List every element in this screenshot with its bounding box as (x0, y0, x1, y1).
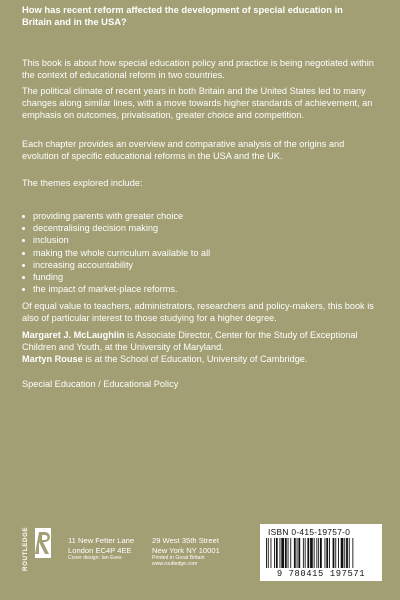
barcode-bar (271, 538, 272, 568)
author-bio-2 (22, 354, 374, 366)
barcode-bar (280, 538, 281, 568)
barcode-bar (325, 538, 326, 568)
list-item: funding (22, 271, 362, 283)
barcode-bar (303, 538, 304, 568)
barcode-bar (344, 538, 345, 568)
barcode (260, 524, 382, 581)
barcode-bar (268, 538, 269, 568)
us-address (152, 536, 220, 568)
logo-text: ROUTLEDGE (22, 526, 29, 571)
barcode-bar (290, 538, 291, 568)
website: www.routledge.com (152, 561, 198, 568)
author-bio-text: is at the School of Education, University of Cambridge. (82, 354, 308, 364)
barcode-bar (281, 538, 284, 568)
barcode-bar (274, 538, 275, 568)
category-label: Special Education / Educational Policy (22, 379, 179, 389)
barcode-bar (316, 538, 317, 568)
themes-list (22, 210, 362, 295)
barcode-bar (346, 538, 348, 568)
cover-design-credit: Cover design: Ian Eves (68, 555, 122, 562)
barcode-bar (320, 538, 322, 568)
barcode-bar (294, 538, 296, 568)
barcode-bar (318, 538, 319, 568)
barcode-bar (288, 538, 289, 568)
author-bio-1 (22, 330, 374, 354)
barcode-bar (335, 538, 336, 568)
us-address-line: New York NY 10001 (152, 545, 220, 555)
list-item: inclusion (22, 234, 362, 246)
list-item: the impact of market-place reforms. (22, 283, 362, 295)
barcode-bar (266, 538, 267, 568)
routledge-logo-mark (22, 525, 56, 575)
barcode-bar (285, 538, 287, 568)
barcode-bar (307, 538, 309, 568)
list-item: providing parents with greater choice (22, 210, 362, 222)
barcode-bar (298, 538, 300, 568)
author-name: Martyn Rouse (22, 354, 83, 364)
audience-paragraph: Of equal value to teachers, administrators, researchers and policy-makers, this book is also of particular interest to those studying for a higher degree. (22, 301, 374, 323)
themes-intro: The themes explored include: (22, 178, 143, 188)
barcode-bar (314, 538, 315, 568)
barcode-bar (326, 538, 328, 568)
barcode-bar (329, 538, 330, 568)
barcode-bar (352, 538, 353, 568)
barcode-bar (333, 538, 335, 568)
intro-paragraph: This book is about how special education policy and practice is being negotiated within the context of educational reform in two countries. (22, 58, 374, 80)
us-address-line: 29 West 35th Street (152, 536, 219, 545)
barcode-bar (341, 538, 344, 568)
barcode-bars (264, 538, 378, 570)
barcode-bar (310, 538, 313, 568)
routledge-logo (22, 525, 56, 575)
barcode-bar (349, 538, 350, 568)
barcode-bar (338, 538, 339, 568)
list-item: making the whole curriculum available to all (22, 247, 362, 259)
climate-paragraph: The political climate of recent years in both Britain and the United States led to many changes along similar lines, with a move towards higher standards of achievement, an emphasis on outcomes, privatisation, greater choice and competition. (22, 86, 373, 120)
uk-address (68, 536, 134, 562)
uk-address-line: London EC4P 4EE (68, 545, 132, 555)
chapter-paragraph: Each chapter provides an overview and comparative analysis of the origins and evolution of specific educational reforms in the USA and the UK. (22, 139, 345, 161)
barcode-bar (297, 538, 298, 568)
barcode-digits: 9 780415 197571 (276, 569, 366, 579)
author-bio-text: is Associate Director, Center for the Study of Exceptional Children and Youth, at the University of Maryland. (22, 330, 358, 352)
barcode-bar (276, 538, 278, 568)
uk-address-line: 11 New Fetter Lane (68, 536, 135, 545)
list-item: decentralising decision making (22, 222, 362, 234)
barcode-bar (305, 538, 306, 568)
heading: How has recent reform affected the development of special education in Britain and in the USA? (22, 4, 343, 28)
author-name: Margaret J. McLaughlin (22, 330, 125, 340)
list-item: increasing accountability (22, 259, 362, 271)
isbn-label: ISBN 0-415-19757-0 (268, 527, 351, 537)
printed-note: Printed in Great Britain (152, 555, 205, 562)
